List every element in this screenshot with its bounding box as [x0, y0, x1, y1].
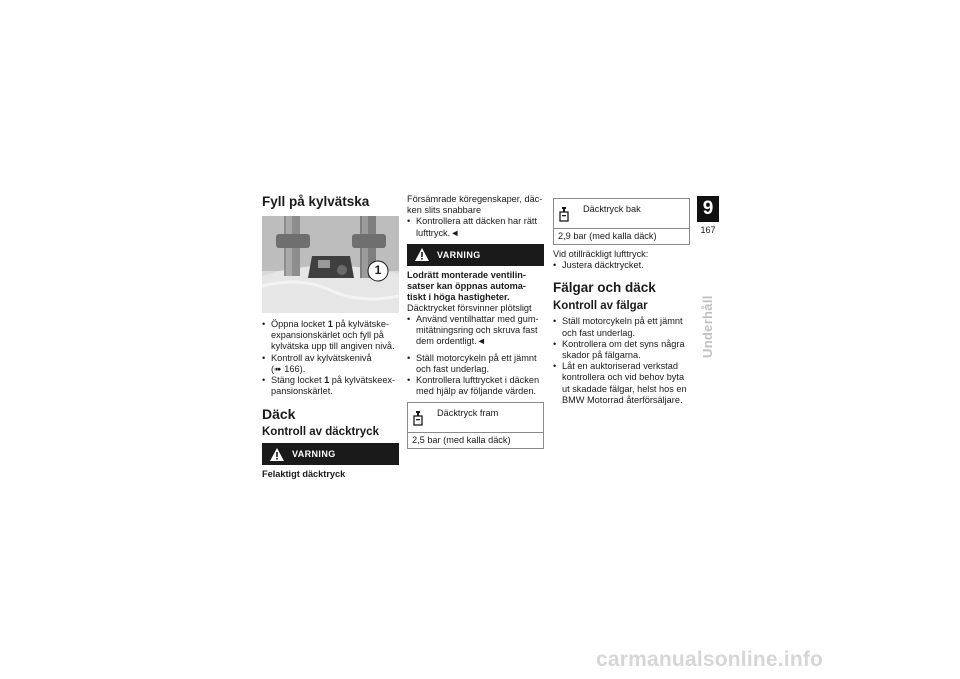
page-number: 167 — [700, 225, 716, 235]
list-item: • Låt en auktoriserad verkstad kontrollera och vid behov byta ut skadade fälgar, helst hos en BMW Motorrad återförsäljare. — [553, 361, 690, 406]
warning-title: Lodrätt monterade ventilin-satser kan öppnas automa-tiskt i höga hastigheter. — [407, 269, 526, 302]
list-item — [262, 353, 399, 375]
list-item: • Använd ventilhattar med gum-mitätningsring och skruva fast dem ordentligt.◄ — [407, 314, 544, 348]
list-item: • Kontrollera lufttrycket i däcken med hjälp av följande värden. — [407, 375, 544, 397]
warning-banner — [262, 443, 399, 465]
step-text: Stäng locket — [271, 375, 325, 386]
subheading-tyre-pressure: Kontroll av däcktryck — [262, 426, 379, 439]
front-pressure-table — [407, 402, 544, 449]
coolant-steps — [262, 319, 399, 397]
warning-title: Felaktigt däcktryck — [262, 469, 346, 480]
low-pressure-text: Vid otillräckligt lufttryck: — [553, 249, 649, 259]
column-3 — [553, 194, 690, 406]
warning-label: VARNING — [437, 249, 481, 260]
warning-icon — [415, 248, 429, 261]
rear-pressure-table — [553, 198, 690, 245]
ref-number: 1 — [327, 319, 333, 329]
tyre-gauge-icon — [413, 411, 423, 427]
table-value: 2,9 bar (med kalla däck) — [558, 231, 657, 241]
list-item — [262, 375, 399, 397]
list-item: • Kontrollera om det syns några skador på fälgarna. — [553, 339, 690, 361]
step-text: på kylvätske-expansionskärlet och fyll på kylvätska upp till angiven nivå. — [271, 319, 395, 352]
column-2 — [407, 194, 544, 449]
list-item: • Ställ motorcykeln på ett jämnt och fast underlag. — [553, 316, 690, 338]
warning-label: VARNING — [292, 449, 336, 460]
tyre-gauge-icon — [559, 207, 569, 223]
section-heading-coolant: Fyll på kylvätska — [262, 194, 370, 209]
warning-text: Däcktrycket försvinner plötsligt — [407, 302, 532, 313]
rim-steps — [553, 316, 690, 406]
section-heading-tyres: Däck — [262, 406, 296, 423]
warning-banner — [407, 244, 544, 266]
tyre-check-list — [407, 216, 544, 238]
adjust-list — [553, 260, 690, 271]
pressure-steps — [407, 353, 544, 398]
valve-list — [407, 314, 544, 348]
section-heading-rims: Fälgar och däck — [553, 280, 656, 296]
table-label: Däcktryck bak — [583, 204, 641, 214]
watermark: carmanualsonline.info — [596, 648, 824, 671]
page-reference[interactable]: (➠ 166). — [271, 363, 306, 374]
photo-marker-1: 1 — [374, 263, 382, 277]
step-text: på kylvätskeex-pansionskärlet. — [271, 375, 396, 397]
table-value: 2,5 bar (med kalla däck) — [412, 435, 511, 446]
chapter-title: Underhåll — [700, 295, 715, 358]
list-item — [262, 319, 399, 353]
warning-icon — [270, 448, 284, 461]
chapter-tab — [697, 196, 719, 358]
warning-consequence: Försämrade köregenskaper, däc-ken slits snabbare — [407, 194, 543, 216]
column-1 — [262, 194, 399, 480]
list-item: • Kontrollera att däcken har rätt lufttryck.◄ — [407, 216, 544, 238]
chapter-number: 9 — [697, 196, 719, 222]
step-text: Kontroll av kylvätskenivå — [271, 352, 372, 363]
table-label: Däcktryck fram — [437, 408, 499, 419]
ref-number: 1 — [324, 375, 330, 386]
list-item: • Justera däcktrycket. — [553, 260, 690, 271]
list-item: • Ställ motorcykeln på ett jämnt och fast underlag. — [407, 353, 544, 375]
chapter-title-vertical — [698, 276, 718, 356]
step-text: Öppna locket — [271, 319, 328, 329]
subheading-rim-check: Kontroll av fälgar — [553, 300, 648, 313]
coolant-reservoir-photo — [262, 216, 399, 313]
